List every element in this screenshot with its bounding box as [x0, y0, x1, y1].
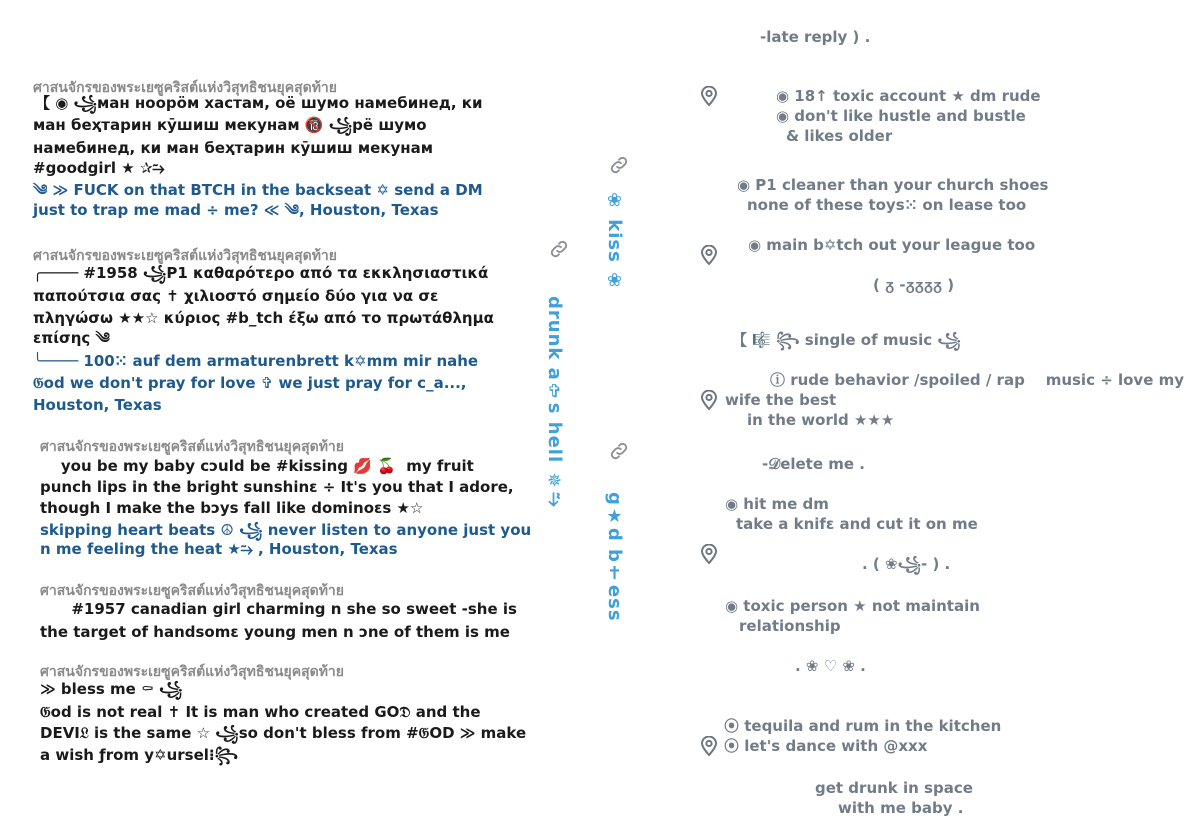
post-caption: Houston, Texas	[33, 396, 162, 414]
post-line: πληγώσω ★★☆ κύριος #b_tch έξω από το πρωτάθλημα	[33, 309, 494, 327]
bio-line: wife the best	[725, 391, 837, 409]
link-icon[interactable]	[548, 238, 570, 260]
bio-line: & likes older	[786, 127, 893, 145]
bio-line: ⦿ let's dance with @xxx	[724, 737, 928, 755]
post-line: punch lips in the bright sunshinɛ ÷ It's you that I adore,	[40, 478, 514, 496]
post-line: #1957 canadian girl charming n she so sweet -she is	[40, 600, 517, 618]
post-line: παπούτσια σας ✝ χιλιοστό σημείο δύο για να σε	[33, 287, 439, 305]
bio-line: ⦿ tequila and rum in the kitchen	[724, 717, 1002, 735]
decor-line: ( ᵹ -ᵹᵹᵹᵹ )	[873, 276, 955, 294]
location-pin-icon[interactable]	[700, 245, 718, 265]
post-caption: just to trap me mad ÷ me? ≪ ༄, Houston, Texas	[33, 201, 439, 219]
post-caption: ༄ ≫ FUCK on that BTCH in the backseat ✡ send a DM	[33, 181, 483, 199]
bio-line: ◉ P1 cleaner than your church shoes	[737, 176, 1049, 194]
decor-line: . ❀ ♡ ❀ .	[795, 657, 866, 675]
post-header: ศาสนจักรของพระเยซูคริสต์แห่งวิสุทธิชนยุคสุดท้าย	[40, 664, 344, 680]
bio-line: with me baby .	[838, 799, 964, 817]
post-line: ≫ bless me ⚰ ꧁	[40, 680, 183, 698]
post-line: 【 ◉ ꧁ман ноорӧм хастам, оё шумо намебинед, ки	[35, 94, 483, 112]
bio-line: ◉ hit me dm	[725, 495, 829, 513]
post-line: though I make the bɔys fall like dominoɛs ★☆	[40, 499, 424, 517]
bio-line: ◉ don't like hustle and bustle	[776, 107, 1026, 125]
location-pin-icon[interactable]	[700, 544, 718, 564]
bio-line: get drunk in space	[815, 779, 973, 797]
vertical-text-god-bless: g★d b✝ess	[604, 492, 625, 622]
decor-line: . ( ❀꧁- ) .	[862, 555, 951, 573]
post-line: you be my baby cɔuld be #kissing 💋 🍒 my fruit	[40, 457, 474, 475]
bio-line: ◉ 18↑ toxic account ★ dm rude	[776, 87, 1041, 105]
location-pin-icon[interactable]	[700, 390, 718, 410]
location-pin-icon[interactable]	[700, 736, 718, 756]
post-line: намебинед, ки ман беҳтарин кӯшиш мекунам	[33, 139, 434, 157]
vertical-text-kiss: ❀ kiss ❀	[604, 190, 625, 293]
vertical-text-drunk: drunk a✞s hell ✵⥲	[544, 296, 565, 508]
bio-line: none of these toys⁙ on lease too	[747, 196, 1027, 214]
bio-line: relationship	[739, 617, 841, 635]
post-header: ศาสนจักรของพระเยซูคริสต์แห่งวิสุทธิชนยุคสุดท้าย	[40, 583, 344, 599]
post-line: επίσης ༄	[33, 329, 110, 347]
bio-line: 【 🎼 ꧂ single of music ꧁	[732, 331, 961, 349]
link-icon[interactable]	[608, 154, 630, 176]
post-line: #goodgirl ★ ✰⥲	[33, 159, 165, 177]
post-line: ╭──── #1958 ꧁P1 καθαρότερο από τα εκκλησιαστικά	[33, 264, 489, 282]
status-line: -𝒟elete me .	[762, 455, 865, 473]
post-line: a wish ƒrom y✡ursel⁝꧂	[40, 746, 239, 764]
link-icon[interactable]	[608, 440, 630, 462]
bio-line: ◉ main b✡tch out your league too	[748, 236, 1036, 254]
post-line: DEVI𝔏 is the same ☆ ꧁so don't bless from #𝔊OD ≫ make	[40, 724, 527, 742]
post-header: ศาสนจักรของพระเยซูคริสต์แห่งวิสุทธิชนยุคสุดท้าย	[33, 248, 337, 264]
bio-line: take a knifɛ and cut it on me	[736, 515, 978, 533]
post-caption: skipping heart beats ☮ ꧁ never listen to anyone just you	[40, 521, 532, 539]
bio-line: ⓘ rude behavior /spoiled / rap music ÷ love my	[770, 371, 1185, 389]
post-caption: ╰──── 100⁙ auf dem armaturenbrett k✡mm mir nahe	[33, 352, 479, 370]
bio-line: ◉ toxic person ★ not maintain	[725, 597, 980, 615]
post-line: ман беҳтарин кӯшиш мекунам 🔞 ꧁рё шумо	[33, 116, 427, 134]
status-line: -late reply ) .	[760, 28, 871, 46]
post-header: ศาสนจักรของพระเยซูคริสต์แห่งวิสุทธิชนยุคสุดท้าย	[33, 80, 337, 96]
bio-line: in the world ★★★	[747, 411, 895, 429]
post-line: 𝔊od is not real ✝ It is man who created GO𝔇 and the	[40, 703, 481, 721]
post-caption: n me feeling the heat ★⥲ , Houston, Texas	[40, 540, 398, 558]
post-header: ศาสนจักรของพระเยซูคริสต์แห่งวิสุทธิชนยุคสุดท้าย	[40, 439, 344, 455]
post-caption: 𝔊od we don't pray for love ✞ we just pray for c_a...,	[33, 374, 467, 392]
post-line: the target of handsomɛ young men n ɔne of them is me	[40, 623, 510, 641]
location-pin-icon[interactable]	[700, 86, 718, 106]
